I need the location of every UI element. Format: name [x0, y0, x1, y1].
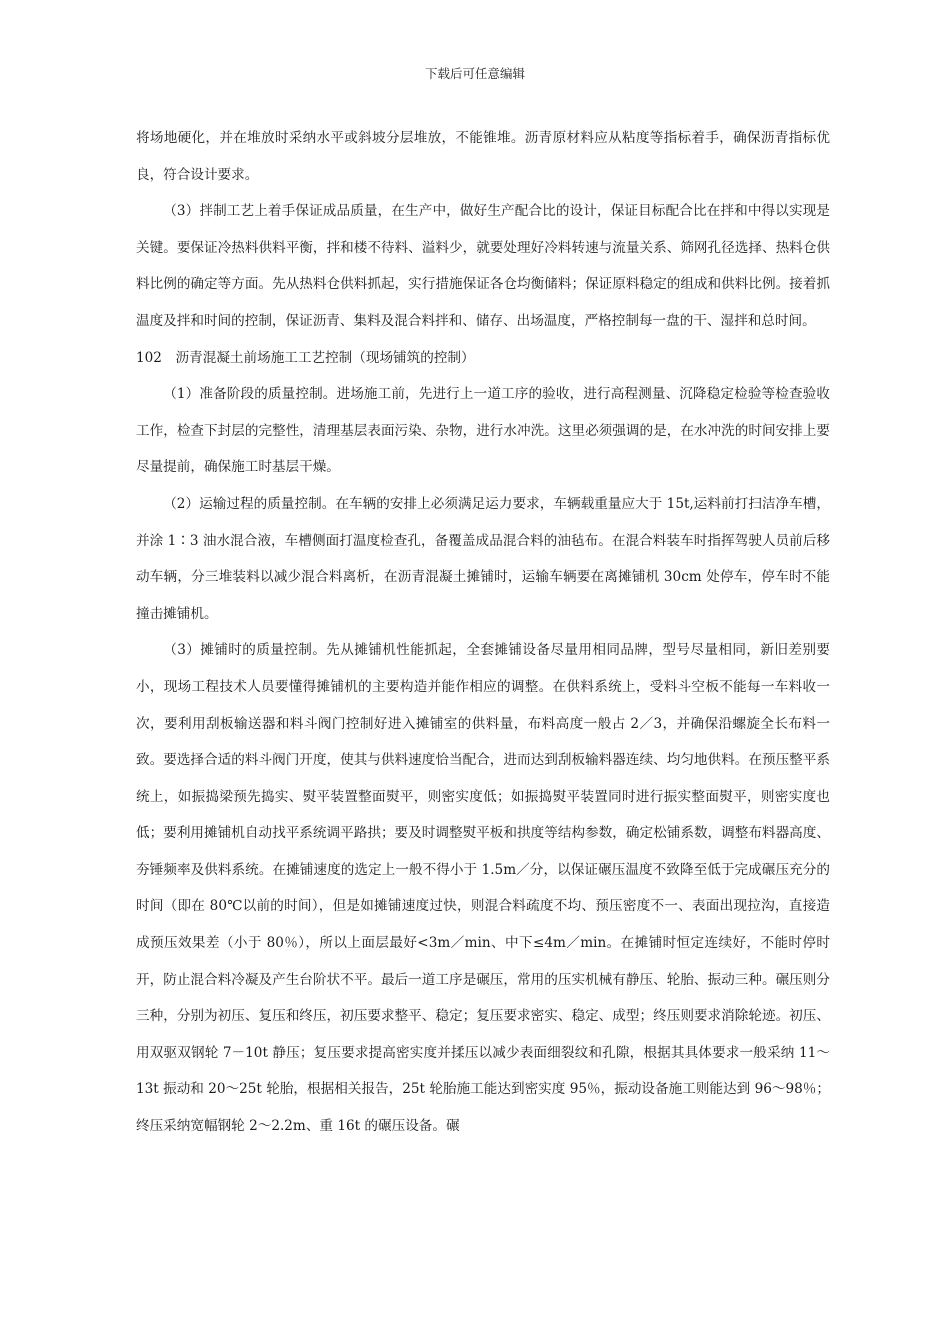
paragraph-mixing-process: （3）拌制工艺上着手保证成品质量，在生产中，做好生产配合比的设计，保证目标配合比在拌和中得以实现是关键。要保证冷热料供料平衡，拌和楼不待料、溢料少，就要处理好冷料转速与流量关系、筛网孔径选择、热料仓供料比例的确定等方面。先从热料仓供料抓起，实行措施保证各仓均衡储料；保证原料稳定的组成和供料比例。接着抓温度及拌和时间的控制，保证沥青、集料及混合料拌和、储存、出场温度，严格控制每一盘的干、湿拌和总时间。 — [136, 203, 830, 329]
document-body — [136, 120, 830, 1145]
paragraph-transport: （2）运输过程的质量控制。在车辆的安排上必须满足运力要求，车辆载重量应大于 15t,运料前打扫洁净车槽，并涂 1∶3 油水混合液，车槽侧面打温度检查孔，备覆盖成品混合料的油毡布。在混合料装车时指挥驾驶人员前后移动车辆，分三堆装料以减少混合料离析，在沥青混凝土摊铺时，运输车辆要在离摊铺机 30cm 处停车，停车时不能撞击摊铺机。 — [136, 495, 830, 622]
paragraph-preparation-stage: （1）准备阶段的质量控制。进场施工前，先进行上一道工序的验收，进行高程测量、沉降稳定检验等检查验收工作，检查下封层的完整性，清理基层表面污染、杂物，进行水冲洗。这里必须强调的是，在水冲洗的时间安排上要尽量提前，确保施工时基层干燥。 — [136, 386, 830, 476]
paragraph-paving: （3）摊铺时的质量控制。先从摊铺机性能抓起，全套摊铺设备尽量用相同品牌，型号尽量相同，新旧差别要小，现场工程技术人员要懂得摊铺机的主要构造并能作相应的调整。在供料系统上，受料斗空板不能每一车料收一次，要利用刮板输送器和料斗阀门控制好进入摊铺室的供料量，布料高度一般占 2／3，并确保沿螺旋全长布料一致。要选择合适的料斗阀门开度，使其与供料速度恰当配合，进而达到刮板输料器连续、均匀地供料。在预压整平系统上，如振捣梁预先捣实、熨平装置整面熨平，则密实度低；如振捣熨平装置同时进行振实整面熨平，则密实度也低；要利用摊铺机自动找平系统调平路拱；要及时调整熨平板和拱度等结构参数，确定松铺系数，调整布料器高度、夯锤频率及供料系统。在摊铺速度的选定上一般不得小于 1.5m／分，以保证碾压温度不致降至低于完成碾压充分的时间（即在 80℃以前的时间），但是如摊铺速度过快，则混合料疏度不均、预压密度不一、表面出现拉沟，直接造成预压效果差（小于 80％），所以上面层最好<3m／min、中下≤4m／min。在摊铺时恒定连续好，不能时停时开，防止混合料冷凝及产生台阶状不平。最后一道工序是碾压，常用的压实机械有静压、轮胎、振动三种。碾压则分三种，分别为初压、复压和终压，初压要求整平、稳定；复压要求密实、稳定、成型；终压则要求消除轮迹。初压、用双驱双钢轮 7－10t 静压；复压要求提高密实度并揉压以减少表面细裂纹和孔隙，根据其具体要求一般采纳 11～13t 振动和 20～25t 轮胎，根据相关报告，25t 轮胎施工能达到密实度 95％，振动设备施工则能达到 96～98％；终压采纳宽幅钢轮 2～2.2m、重 16t 的碾压设备。碾 — [136, 642, 830, 1135]
section-heading: 102 沥青混凝土前场施工工艺控制（现场铺筑的控制） — [136, 349, 475, 366]
page-header: 下载后可任意编辑 — [424, 66, 525, 81]
paragraph-continued: 将场地硬化，并在堆放时采纳水平或斜坡分层堆放，不能锥堆。沥青原材料应从粘度等指标着手，确保沥青指标优良，符合设计要求。 — [136, 130, 830, 183]
